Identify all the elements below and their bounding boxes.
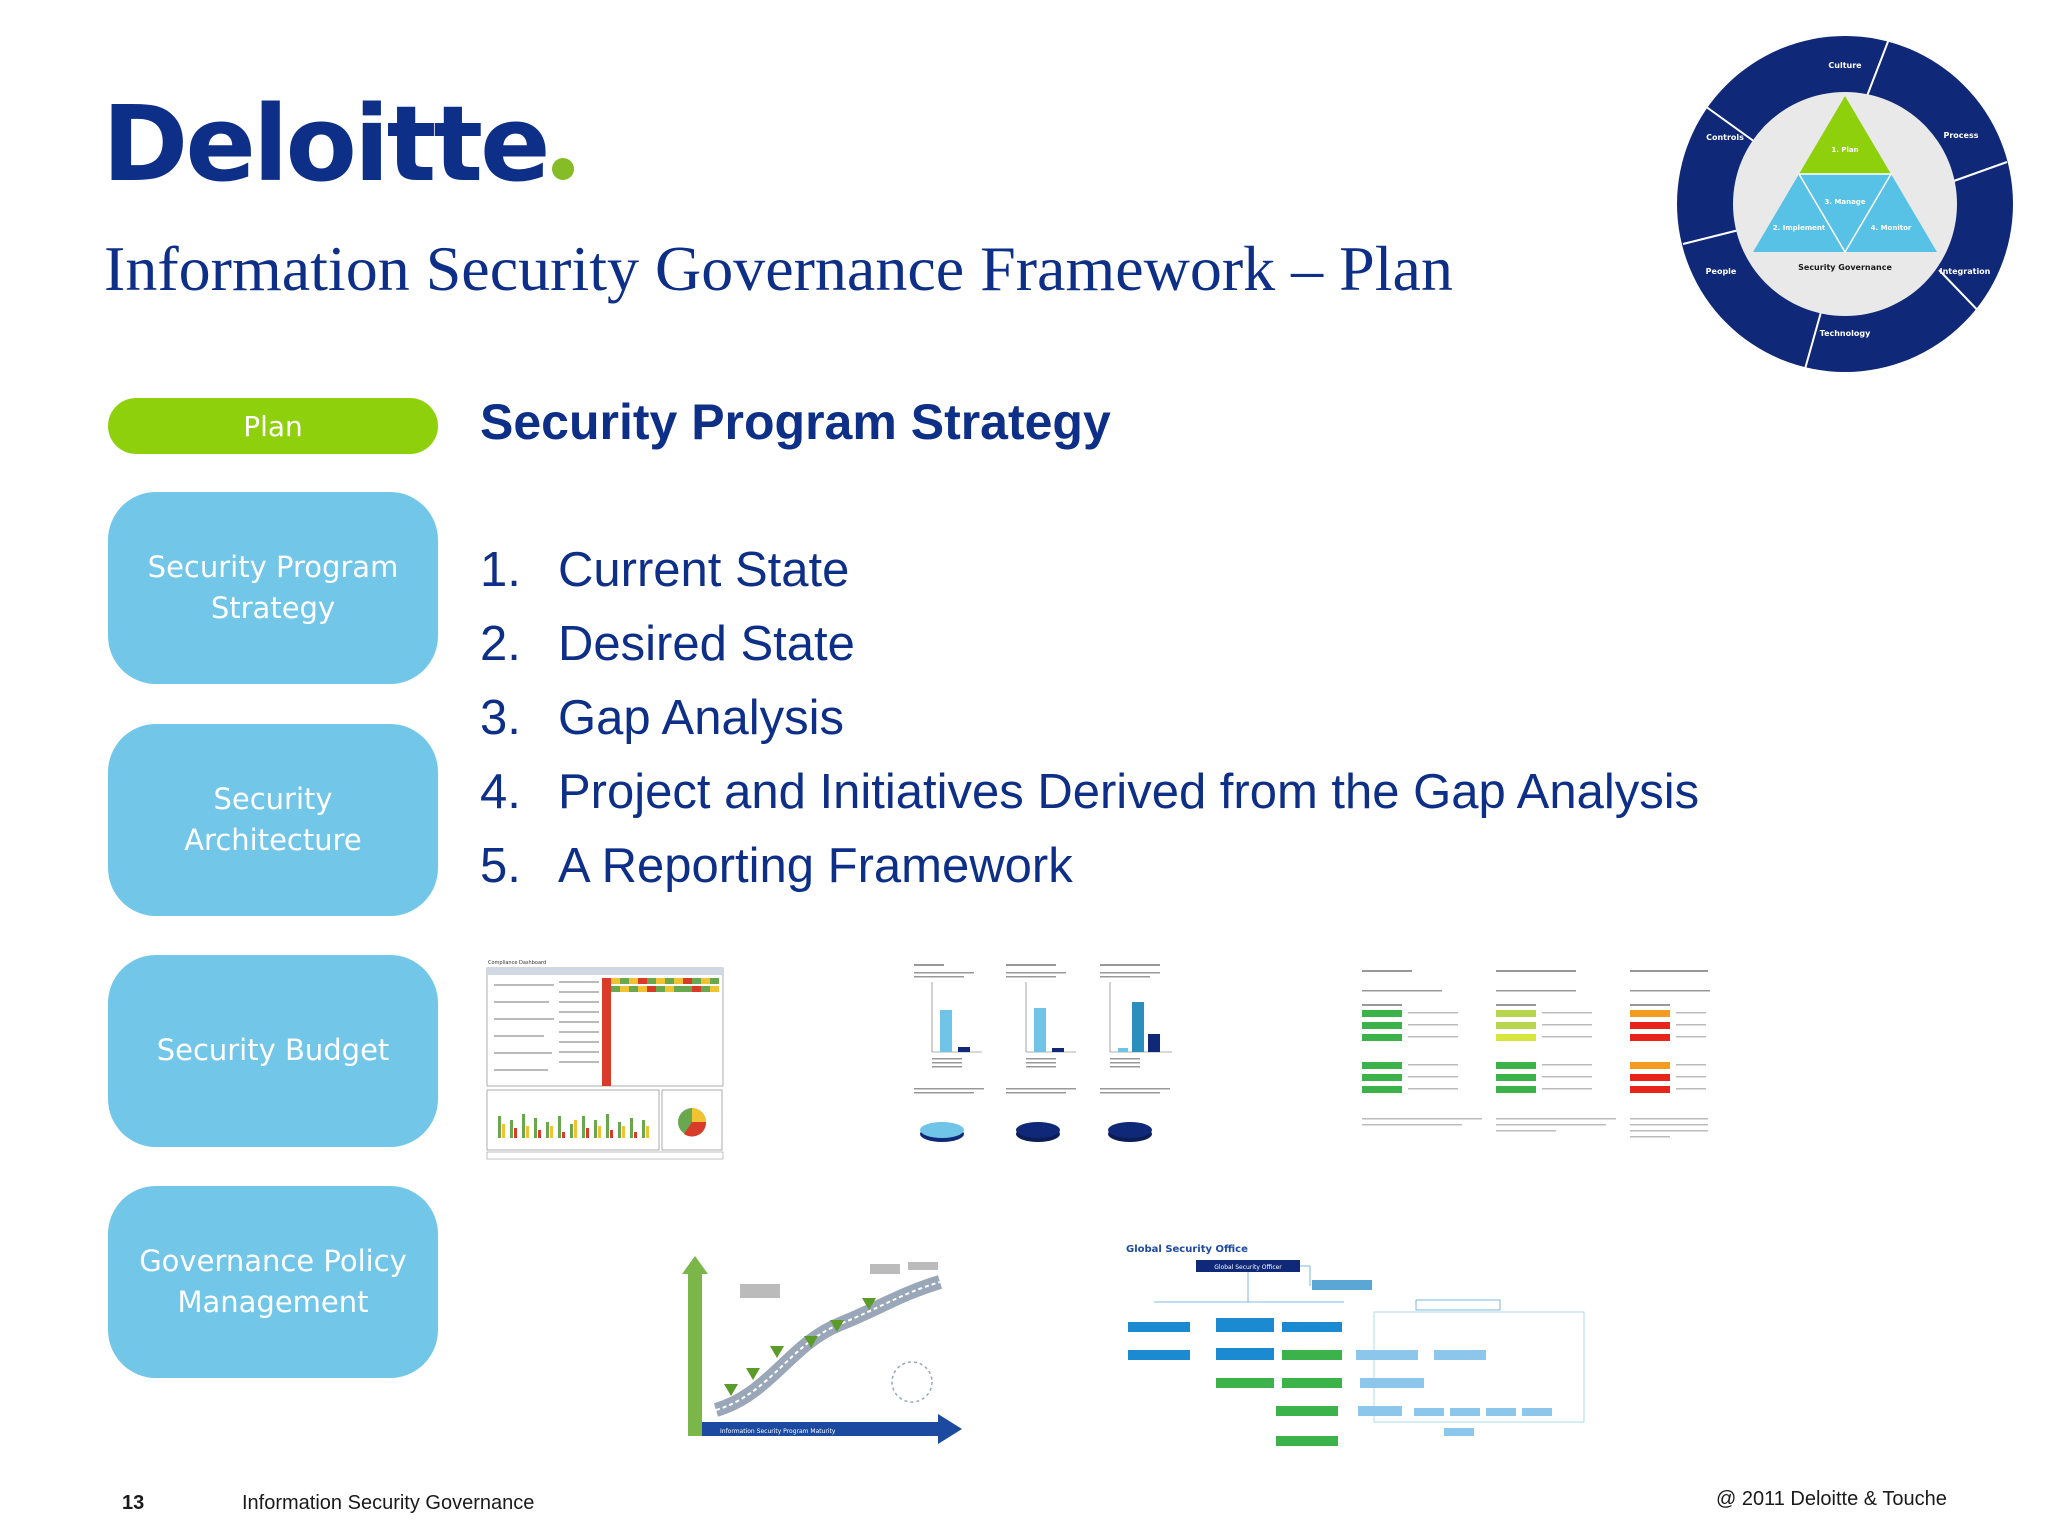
- section-title: Security Program Strategy: [480, 394, 1111, 450]
- page-title: Information Security Governance Framework – Plan: [104, 233, 1453, 304]
- triangle-label-plan: 1. Plan: [1831, 146, 1859, 154]
- compliance-dashboard-thumbnail: [484, 956, 726, 1160]
- org-chart-thumbnail: [1124, 1242, 1588, 1456]
- rating-tables-thumbnail: [1360, 968, 1710, 1154]
- wheel-label-people: People: [1705, 267, 1737, 276]
- list-item: [480, 614, 1699, 688]
- step-text: Project and Initiatives Derived from the Gap Analysis: [558, 765, 1700, 819]
- list-item: [480, 836, 1699, 910]
- step-text: Current State: [558, 543, 850, 597]
- list-item: [480, 762, 1699, 836]
- nav-plan-pill[interactable]: Plan: [108, 398, 438, 454]
- wheel-label-culture: Culture: [1828, 61, 1862, 70]
- list-item: [480, 688, 1699, 762]
- triangle-label-monitor: 4. Monitor: [1870, 224, 1912, 232]
- step-number: 5.: [480, 839, 521, 893]
- step-text: A Reporting Framework: [558, 839, 1073, 893]
- page-number: 13: [122, 1492, 145, 1514]
- org-head-label: Global Security Officer: [1214, 1264, 1282, 1271]
- dashboard-title: Compliance Dashboard: [488, 960, 547, 966]
- wheel-label-technology: Technology: [1819, 329, 1871, 338]
- copyright: @ 2011 Deloitte & Touche: [1716, 1488, 1947, 1510]
- list-item: [480, 540, 1699, 614]
- logo-dot-icon: [552, 158, 574, 180]
- deloitte-logo: [102, 83, 574, 205]
- step-number: 1.: [480, 543, 521, 597]
- org-chart-title: Global Security Office: [1126, 1244, 1248, 1255]
- assessment-charts-thumbnail: [912, 962, 1192, 1152]
- maturity-axis-label: Information Security Program Maturity: [720, 1428, 836, 1435]
- triangle-label-manage: 3. Manage: [1824, 198, 1866, 206]
- wheel-label-process: Process: [1943, 131, 1979, 140]
- nav-item-security-budget[interactable]: Security Budget: [108, 955, 438, 1147]
- nav-item-governance-policy-management[interactable]: Governance Policy Management: [108, 1186, 438, 1378]
- wheel-center-label: Security Governance: [1798, 263, 1892, 272]
- step-number: 2.: [480, 617, 521, 671]
- step-number: 4.: [480, 765, 521, 819]
- step-text: Gap Analysis: [558, 691, 844, 745]
- nav-item-security-program-strategy[interactable]: Security Program Strategy: [108, 492, 438, 684]
- step-number: 3.: [480, 691, 521, 745]
- nav-item-security-architecture[interactable]: Security Architecture: [108, 724, 438, 916]
- wheel-label-integration: Integration: [1939, 267, 1991, 276]
- wheel-label-controls: Controls: [1706, 133, 1744, 142]
- logo-text: Deloitte: [102, 83, 548, 205]
- maturity-roadmap-thumbnail: [680, 1254, 970, 1444]
- steps-list: [480, 540, 1699, 910]
- framework-wheel-diagram: [1675, 34, 2015, 374]
- footer-text: Information Security Governance: [242, 1492, 535, 1514]
- triangle-label-implement: 2. Implement: [1772, 224, 1826, 232]
- step-text: Desired State: [558, 617, 855, 671]
